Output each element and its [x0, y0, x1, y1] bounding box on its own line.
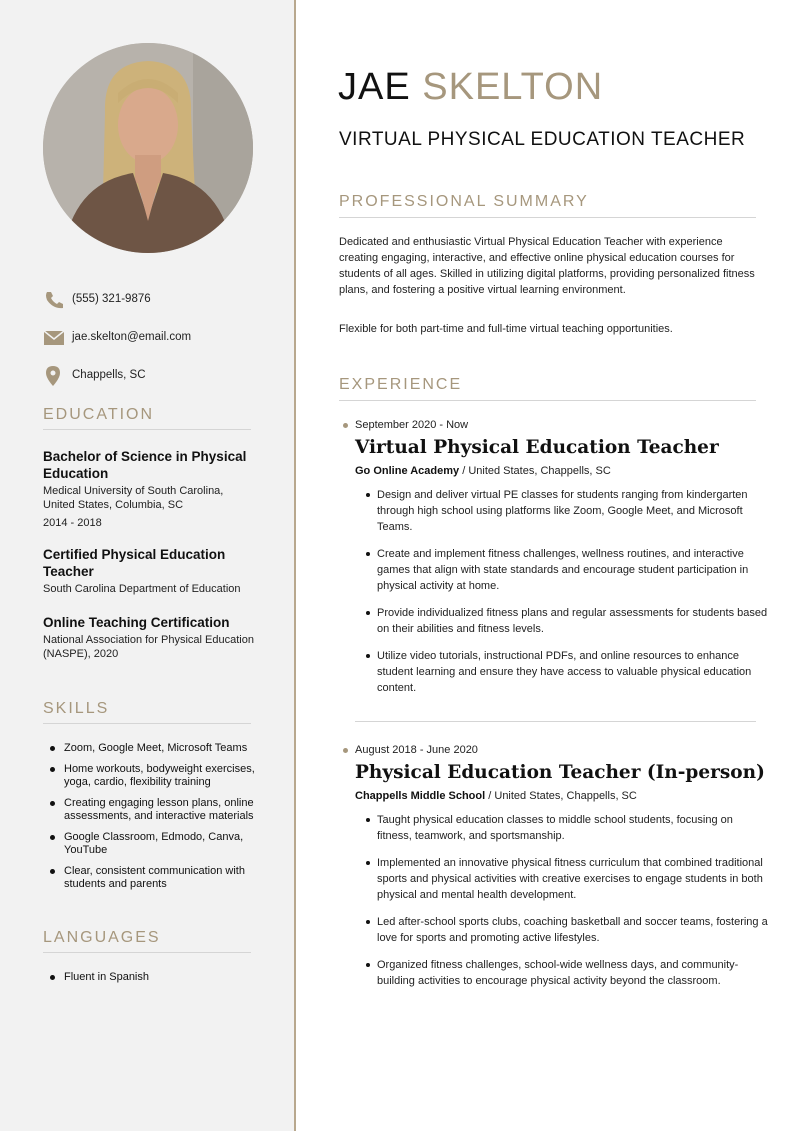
list-item: Led after-school sports clubs, coaching basketball and soccer teams, fostering a love for sports and promoting active lifestyles.	[339, 914, 769, 946]
job-location: United States, Chappells, SC	[468, 465, 611, 477]
experience-heading: EXPERIENCE	[339, 376, 756, 401]
job-bullets	[339, 812, 769, 989]
skills-list	[43, 742, 273, 899]
summary-note: Flexible for both part-time and full-time virtual teaching opportunities.	[339, 323, 673, 335]
education-item	[43, 546, 258, 597]
list-item: Taught physical education classes to middle school students, focusing on fitness, teamwork, and sportsmanship.	[339, 812, 769, 844]
institution: National Association for Physical Education (NASPE), 2020	[43, 634, 254, 660]
list-item: Fluent in Spanish	[43, 971, 273, 984]
separator: /	[462, 465, 466, 477]
education-item	[43, 448, 258, 529]
list-item: Zoom, Google Meet, Microsoft Teams	[43, 742, 273, 755]
list-item: Creating engaging lesson plans, online assessments, and interactive materials	[43, 797, 273, 823]
company-name: Chappells Middle School	[355, 790, 486, 802]
list-item: Create and implement fitness challenges, wellness routines, and interactive games that align with state standards and encourage student participation in physical activity at home.	[339, 546, 769, 594]
education-item	[43, 614, 258, 661]
list-item: Design and deliver virtual PE classes for students ranging from kindergarten through high school using platforms like Zoom, Google Meet, and Microsoft Teams.	[339, 487, 769, 535]
education-heading: EDUCATION	[43, 406, 251, 430]
email-icon	[43, 328, 65, 348]
skills-heading: SKILLS	[43, 700, 251, 724]
institution: Medical University of South Carolina, United States, Columbia, SC	[43, 485, 224, 511]
profile-photo	[43, 43, 253, 253]
list-item: Organized fitness challenges, school-wide wellness days, and community-building activities to encourage physical activity beyond the classroom.	[339, 957, 769, 989]
languages-list	[43, 971, 273, 992]
candidate-name	[338, 66, 603, 109]
job-role: Virtual Physical Education Teacher	[355, 437, 719, 458]
job-organization	[355, 790, 769, 802]
job-date: September 2020 - Now	[339, 419, 769, 431]
sidebar	[0, 0, 296, 1131]
institution: South Carolina Department of Education	[43, 583, 241, 595]
job-entry	[339, 744, 769, 1000]
email-address: jae.skelton@email.com	[72, 331, 192, 343]
summary-heading: PROFESSIONAL SUMMARY	[339, 193, 756, 218]
list-item: Clear, consistent communication with students and parents	[43, 865, 273, 891]
phone-number: (555) 321-9876	[72, 293, 151, 305]
first-name: JAE	[338, 66, 411, 108]
summary-paragraph: Dedicated and enthusiastic Virtual Physical Education Teacher with experience creating engaging, interactive, and effective online physical education courses for students of all ages. Skilled in utilizing digital platforms, providing personalized fitness plans, and fostering a positive virtual learning environment.	[339, 236, 755, 296]
job-entry	[339, 419, 769, 707]
degree-title: Certified Physical Education Teacher	[43, 547, 226, 579]
last-name: SKELTON	[422, 66, 604, 108]
job-title: VIRTUAL PHYSICAL EDUCATION TEACHER	[339, 129, 746, 150]
job-bullets	[339, 487, 769, 696]
job-role: Physical Education Teacher (In-person)	[355, 762, 765, 783]
location-pin-icon	[43, 366, 65, 386]
list-item: Home workouts, bodyweight exercises, yoga, cardio, flexibility training	[43, 763, 273, 789]
list-item: Google Classroom, Edmodo, Canva, YouTube	[43, 831, 273, 857]
list-item: Utilize video tutorials, instructional PDFs, and online resources to enhance student learning and ensure they have access to valuable physical education content.	[339, 648, 769, 696]
job-location: United States, Chappells, SC	[494, 790, 637, 802]
list-item: Provide individualized fitness plans and regular assessments for students based on their abilities and fitness levels.	[339, 605, 769, 637]
divider	[355, 721, 756, 722]
job-date: August 2018 - June 2020	[339, 744, 769, 756]
phone-icon	[43, 290, 65, 310]
degree-title: Bachelor of Science in Physical Education	[43, 449, 247, 481]
company-name: Go Online Academy	[355, 465, 460, 477]
separator: /	[488, 790, 492, 802]
degree-title: Online Teaching Certification	[43, 615, 230, 630]
education-years: 2014 - 2018	[43, 517, 102, 529]
list-item: Implemented an innovative physical fitness curriculum that combined traditional sports and physical activities with creative exercises to engage students in both physical and mental health development.	[339, 855, 769, 903]
location-text: Chappells, SC	[72, 369, 146, 381]
job-organization	[355, 465, 769, 477]
languages-heading: LANGUAGES	[43, 929, 251, 953]
